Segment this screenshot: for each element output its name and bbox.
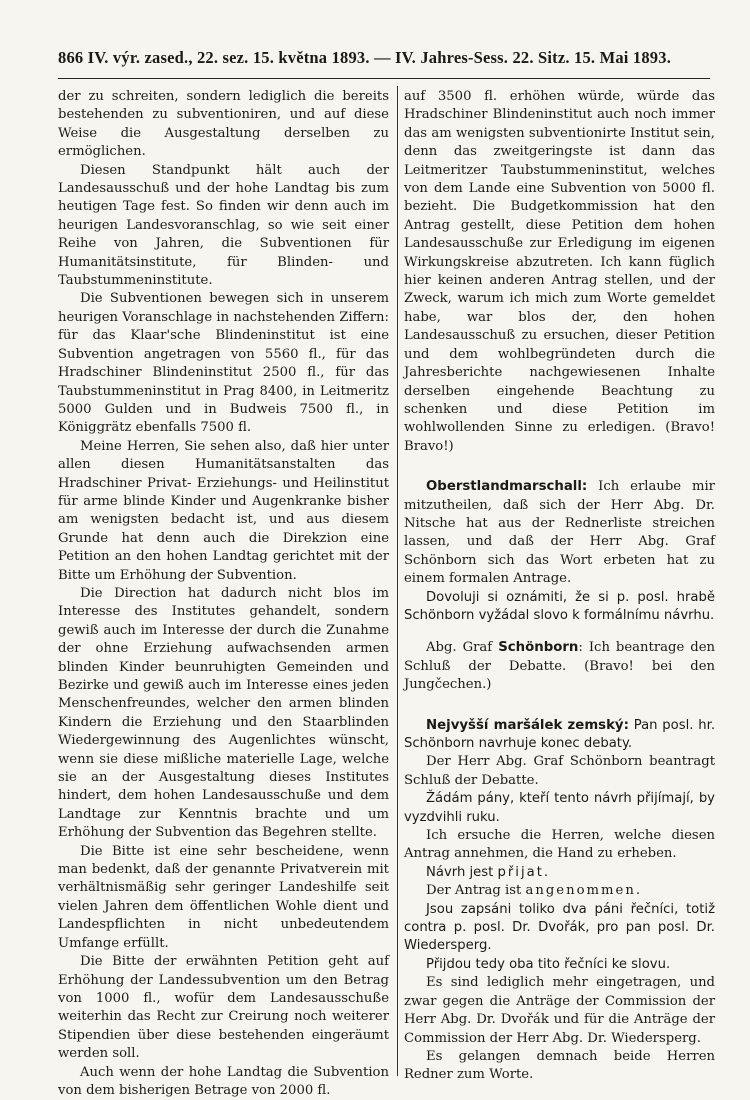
right-paragraph-7: Žádám pány, kteří tento návrh přijímají, by vyzdvihli ruku. [404,791,715,825]
speech-schoenborn: Abg. Graf Schönborn: Ich beantrage den Schluß der Debatte. (Bravo! bei den Jungčechen.) [404,640,715,693]
right-paragraph-14: Es gelangen demnach beide Herren Redner zum Worte. [404,1048,715,1083]
right-paragraph-10: Der Antrag ist angenommen. [426,883,641,899]
right-paragraph-13: Es sind lediglich mehr eingetragen, und zwar gegen die Anträge der Commission der Herr Abg. Dr. Dvořák und für die Anträge der Commission der Herr Abg. Dr. Wiedersperg. [404,975,715,1046]
left-paragraph-3: Die Subventionen bewegen sich in unserem heurigen Voranschlage in nachstehenden Ziffern: für das Klaar'sche Blindeninstitut ist eine Subvention angetragen von 5560 fl., für das Hradschiner Blindeninstitut 2500 fl., für das Taubstummeninstitut in Prag 8400, in Leitmeritz 5000 Gulden und in Budweis 7500 fl., in Königgrätz ebenfalls 7500 fl. [58,291,389,436]
speaker-name: Oberstlandmarschall: [426,479,588,495]
right-column [404,88,715,1085]
right-paragraph-9: Návrh jest přijat. [426,864,549,880]
left-paragraph-6: Die Bitte ist eine sehr bescheidene, wenn man bedenkt, daß der genannte Privatverein mit verhältnismäßig sehr geringer Landeshilfe seit vielen Jahren dem öffentlichen Wohle dient und Landespflichten in nicht unbedeutendem Umfange erfüllt. [58,843,389,951]
left-paragraph-5: Die Direction hat dadurch nicht blos im Interesse des Institutes gehandelt, sondern gewiß auch im Interesse der durch die Zunahme der ohne Erziehung aufwachsenden armen blinden Kinder beunruhigten Gemeinden und Bezirke und gewiß auch im Interesse eines jeden Menschenfreundes, welcher den armen blinden Kindern die Erziehung und den Staarblinden Wiedergewinnung des Augenlichtes wünscht, wenn sie diese mißliche materielle Lage, welche sie an der Ausgestaltung dieses Institutes hindert, dem hohen Landesausschuße und dem Landtage zur Kenntnis brachte und um Erhöhung der Subvention das Begehren stellte. [58,585,389,841]
page-header: 866 IV. výr. zased., 22. sez. 15. května 1893. — IV. Jahres-Sess. 22. Sitz. 15. Mai 1893. [58,48,672,67]
column-divider [397,86,398,1076]
right-paragraph-1: auf 3500 fl. erhöhen würde, würde das Hradschiner Blindeninstitut auch noch immer das am wenigsten subventionirte Institut sein, denn das zweitgeringste ist dann das Leitmeritzer Taubstummeninstitut, welches von dem Lande eine Subvention von 5000 fl. bezieht. Die Budgetkommission hat den Antrag gestellt, diese Petition dem hohen Landesausschuße zur Erledigung im eigenen Wirkungskreise abzutreten. Ich kann füglich hier keinen anderen Antrag stellen, und der Zweck, warum ich mich zum Worte gemeldet habe, war blos der, den hohen Landesausschuß zu ersuchen, dieser Petition und dem wohlbegründeten durch die Jahresberichte nachgewiesenen Inhalte derselben eingehende Beachtung zu schenken und diese Petition im wohlwollenden Sinne zu erledigen. (Bravo! Bravo!) [404,89,715,454]
speaker-name: Nejvyšší maršálek zemský: [426,717,629,733]
left-column [58,88,389,1100]
left-paragraph-1: der zu schreiten, sondern lediglich die bereits bestehenden zu subventioniren, und auf diese Weise die Ausgestaltung derselben zu ermöglichen. [58,89,389,160]
right-paragraph-czech-1: Dovoluji si oznámiti, že si p. posl. hrabě Schönborn vyžádal slovo k formálnímu návrhu. [404,589,715,623]
right-paragraph-6: Der Herr Abg. Graf Schönborn beantragt Schluß der Debatte. [404,754,715,788]
right-paragraph-8: Ich ersuche die Herren, welche diesen Antrag annehmen, die Hand zu erheben. [404,828,715,862]
left-paragraph-8: Auch wenn der hohe Landtag die Subvention von dem bisherigen Betrage von 2000 fl. [58,1064,389,1098]
speech-text: Ich erlaube mir mitzutheilen, daß sich der Herr Abg. Dr. Nitsche hat aus der Rednerliste streichen lassen, und daß der Herr Abg. Graf Schönborn sich das Wort erbeten hat zu einem formalen Antrage. [404,479,715,587]
speech-oberstlandmarschall [404,478,715,588]
right-paragraph-12: Přijdou tedy oba tito řečníci ke slovu. [426,956,671,972]
header-rule [58,78,710,79]
left-paragraph-7: Die Bitte der erwähnten Petition geht auf Erhöhung der Landessubvention um den Betrag von 1000 fl., wofür dem Landesausschuße weiterhin das Recht zur Creirung noch weiterer Stipendien über diese bestehenden eingeräumt werden soll. [58,954,389,1062]
speaker-name: Schönborn [498,640,579,656]
left-paragraph-2: Diesen Standpunkt hält auch der Landesausschuß und der hohe Landtag bis zum heutigen Tage fest. So finden wir denn auch im heurigen Landesvoranschlag, so wie seit einer Reihe von Jahren, die Subventionen für Humanitätsinstitute, für Blinden- und Taubstummeninstitute. [58,162,389,289]
right-paragraph-11: Jsou zapsáni toliko dva páni řečníci, totiž contra p. posl. Dr. Dvořák, pro pan posl. Dr. Wiedersperg. [404,901,715,954]
left-paragraph-4: Meine Herren, Sie sehen also, daß hier unter allen diesen Humanitätsanstalten das Hradschiner Privat- Erziehungs- und Heilinstitut für arme blinde Kinder und Augenkranke bisher am wenigsten bedacht ist, und aus diesem Grunde hat denn auch die Direkzion eine Petition an den hohen Landtag gerichtet mit der Bitte um Erhöhung der Subvention. [58,438,389,583]
speech-nejvyssi-marsalek: Nejvyšší maršálek zemský: Pan posl. hr. Schönborn navrhuje konec debaty. [404,717,716,751]
